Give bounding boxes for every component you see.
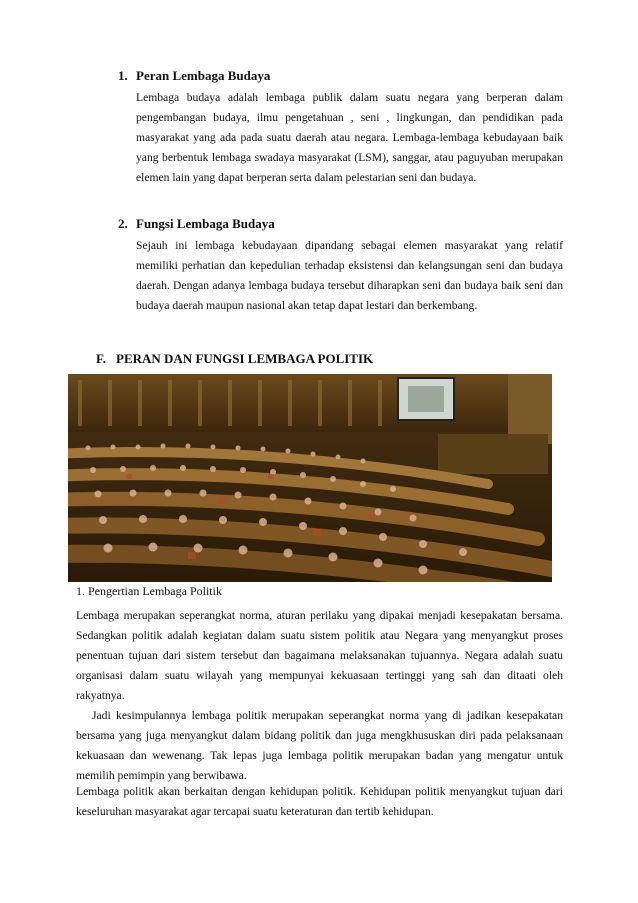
list-item-title: Fungsi Lembaga Budaya [136,216,275,231]
list-item-title: Peran Lembaga Budaya [136,68,271,83]
list-item-number: 1. [118,68,128,83]
paragraph: Lembaga politik akan berkaitan dengan kehidupan politik. Kehidupan politik menyangkut tujuan dari keseluruhan masyarakat agar tercapai suatu keteraturan dan tertib kehidupan. [76,785,563,818]
section-title: PERAN DAN FUNGSI LEMBAGA POLITIK [116,351,374,366]
list-item-peran-lembaga-budaya [118,68,563,188]
list-item-heading [118,216,563,232]
list-item-body: Sejauh ini lembaga kebudayaan dipandang sebagai elemen masyarakat yang relatif memiliki perhatian dan kepedulian terhadap eksistensi dan kelangsungan seni dan budaya daerah. Dengan adanya lembaga budaya tersebut diharapkan seni dan budaya baik seni dan budaya daerah maupun nasional akan tetap dapat lestari dan berkembang. [136,239,563,312]
list-item-fungsi-lembaga-budaya [118,216,563,316]
paragraph: Lembaga merupakan seperangkat norma, aturan perilaku yang dipakai menjadi kesepakatan bersama. Sedangkan politik adalah kegiatan dalam suatu sistem politik atau Negara yang menyangkut proses penentuan tujuan dari sistem tersebut dan bagaimana melaksanakan tujuannya. Negara adalah suatu organisasi dalam suatu wilayah yang mempunyai kekuasaan tertinggi yang sah dan ditaati oleh rakyatnya. [76,609,563,702]
section-heading [96,351,373,367]
subheading-pengertian-lembaga-politik: 1. Pengertian Lembaga Politik [76,584,222,598]
list-item-number: 2. [118,216,128,231]
list-item-heading [118,68,563,84]
list-item-body: Lembaga budaya adalah lembaga publik dalam suatu negara yang berperan dalam pengembangan budaya, ilmu pengetahuan , seni , lingkungan, dan pendidikan pada masyarakat yang ada pada suatu daerah atau negara. Lembaga-lembaga kebudayaan baik yang berbentuk lembaga swadaya masyarakat (LSM), sanggar, atau paguyuban merupakan elemen lain yang dapat berperan serta dalam pelestarian seni dan budaya. [136,91,563,184]
section-letter: F. [96,351,106,366]
paragraph: Jadi kesimpulannya lembaga politik merupakan seperangkat norma yang di jadikan kesepakatan bersama yang juga menyangkut dalam bidang politik dan juga mengkhususkan diri pada pelaksanaan kekuasaan dan wewenang. Tak lepas juga lembaga politik merupakan badan yang mengatur untuk memilih pemimpin yang berwibawa. [76,709,563,782]
parliament-hall-illustration [68,374,552,582]
parliament-photo [68,374,552,582]
